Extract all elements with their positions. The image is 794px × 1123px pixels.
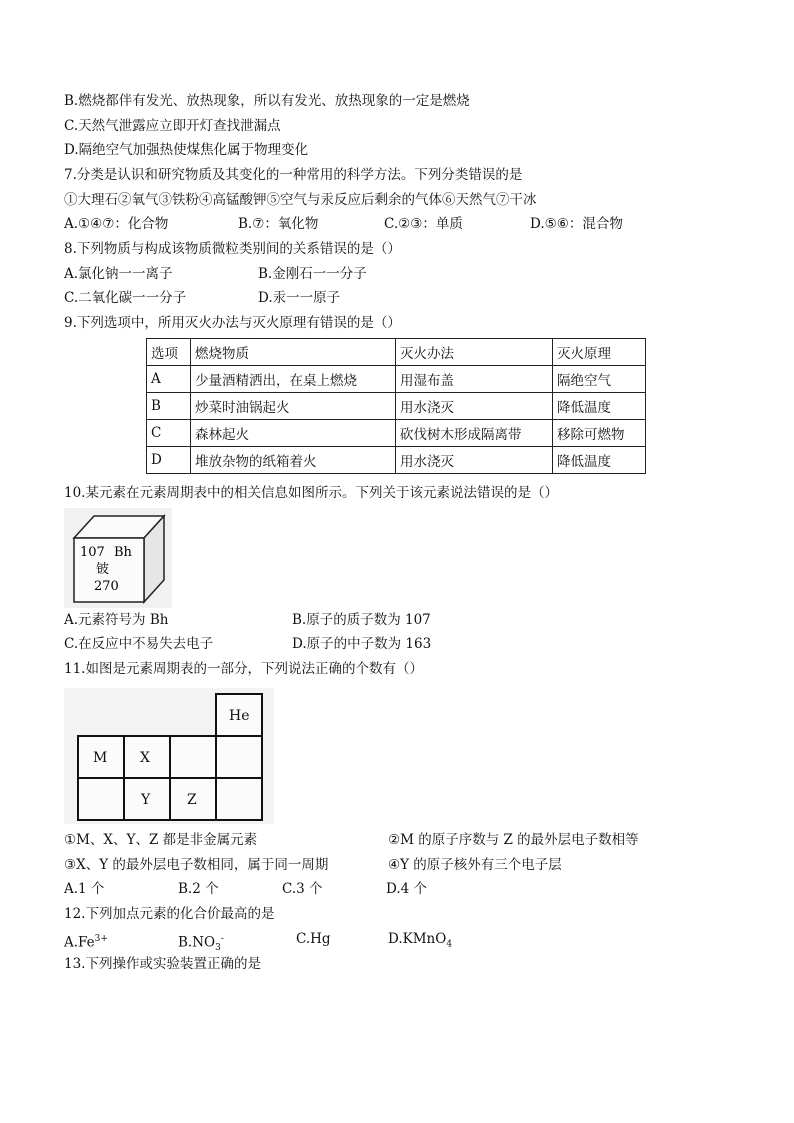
option-line-b: B.燃烧都伴有发光、放热现象，所以有发光、放热现象的一定是燃烧 <box>64 93 470 109</box>
q12-option-b-text: B.NO <box>178 934 216 951</box>
q12-option-a-charge: 3+ <box>94 934 108 944</box>
q7-option-d: D.⑤⑥：混合物 <box>530 216 623 232</box>
element-symbol: Bh <box>114 545 132 560</box>
q12-option-b-charge: - <box>220 934 224 944</box>
table-cell: 移除可燃物 <box>553 420 646 447</box>
table-cell: 隔绝空气 <box>553 366 646 393</box>
q7-option-a: A.①④⑦：化合物 <box>64 216 169 232</box>
q10-option-b: B.原子的质子数为 107 <box>292 612 431 628</box>
table-row <box>147 447 646 474</box>
q12-option-b-subscript: 3 <box>215 943 221 954</box>
table-cell: 炒菜时油锅起火 <box>191 393 396 420</box>
table-cell: 砍伐树木形成隔离带 <box>396 420 553 447</box>
cell-empty <box>170 736 216 778</box>
table-cell: 降低温度 <box>553 447 646 474</box>
label-y: Y <box>141 792 151 808</box>
question-8: 8.下列物质与构成该物质微粒类别间的关系错误的是（） <box>64 241 401 257</box>
question-11: 11.如图是元素周期表的一部分，下列说法正确的个数有（） <box>64 661 423 677</box>
label-m: M <box>93 750 108 766</box>
q12-option-d-text: D.KMnO <box>388 931 447 947</box>
table-cell: 用湿布盖 <box>396 366 553 393</box>
q8-option-a: A.氯化钠一一离子 <box>64 266 173 282</box>
label-x: X <box>140 750 150 766</box>
q11-statement-1: ①M、X、Y、Z 都是非金属元素 <box>64 832 258 848</box>
q8-option-d: D.汞一一原子 <box>258 290 341 306</box>
table-header-cell: 灭火办法 <box>396 339 553 366</box>
element-card-figure <box>64 508 172 608</box>
question-13: 13.下列操作或实验装置正确的是 <box>64 956 261 972</box>
question-7: 7.分类是认识和研究物质及其变化的一种常用的科学方法。下列分类错误的是 <box>64 167 523 183</box>
q11-statement-2: ②M 的原子序数与 Z 的最外层电子数相等 <box>388 832 639 848</box>
fire-table <box>146 338 646 474</box>
q12-option-a-text: A.Fe <box>64 934 95 951</box>
table-cell: 用水浇灭 <box>396 393 553 420</box>
table-cell: 用水浇灭 <box>396 447 553 474</box>
option-line-d: D.隔绝空气加强热使煤焦化属于物理变化 <box>64 142 309 158</box>
table-cell: B <box>147 393 191 420</box>
q12-option-a <box>64 929 108 953</box>
q11-option-b: B.2 个 <box>178 881 219 897</box>
cell-empty <box>216 736 262 778</box>
table-row <box>147 420 646 447</box>
q12-option-d <box>388 929 452 955</box>
q11-statement-4: ④Y 的原子核外有三个电子层 <box>388 857 562 873</box>
q12-option-d-subscript: 4 <box>446 939 453 950</box>
table-row <box>147 366 646 393</box>
label-z: Z <box>187 792 197 808</box>
q8-option-b: B.金刚石一一分子 <box>258 266 367 282</box>
table-cell: 降低温度 <box>553 393 646 420</box>
table-row <box>147 393 646 420</box>
table-cell: 少量酒精洒出，在桌上燃烧 <box>191 366 396 393</box>
table-header-row <box>147 339 646 366</box>
q11-option-a: A.1 个 <box>64 881 105 897</box>
q7-option-c: C.②③：单质 <box>384 216 463 232</box>
q10-option-d: D.原子的中子数为 163 <box>292 636 432 652</box>
table-cell: 堆放杂物的纸箱着火 <box>191 447 396 474</box>
table-header-cell: 灭火原理 <box>553 339 646 366</box>
question-10: 10.某元素在元素周期表中的相关信息如图所示。下列关于该元素说法错误的是（） <box>64 485 558 501</box>
question-9: 9.下列选项中，所用灭火办法与灭火原理有错误的是（） <box>64 315 401 331</box>
cell-empty <box>78 778 124 820</box>
table-cell: 森林起火 <box>191 420 396 447</box>
table-header-cell: 燃烧物质 <box>191 339 396 366</box>
q10-option-a: A.元素符号为 Bh <box>64 612 169 628</box>
q8-option-c: C.二氧化碳一一分子 <box>64 290 187 306</box>
question-7-items: ①大理石②氧气③铁粉④高锰酸钾⑤空气与汞反应后剩余的气体⑥天然气⑦干冰 <box>64 192 537 208</box>
element-name: 铍 <box>96 562 110 577</box>
table-cell: A <box>147 366 191 393</box>
q11-option-d: D.4 个 <box>386 881 428 897</box>
table-cell: D <box>147 447 191 474</box>
label-he: He <box>229 708 250 724</box>
table-cell: C <box>147 420 191 447</box>
q10-option-c: C.在反应中不易失去电子 <box>64 636 214 652</box>
question-12: 12.下列加点元素的化合价最高的是 <box>64 906 275 922</box>
q7-option-b: B.⑦：氧化物 <box>238 216 319 232</box>
option-line-c: C.天然气泄露应立即开灯查找泄漏点 <box>64 118 281 134</box>
table-header-cell: 选项 <box>147 339 191 366</box>
q11-statement-3: ③X、Y 的最外层电子数相同，属于同一周期 <box>64 857 329 873</box>
element-mass: 270 <box>94 579 119 594</box>
cell-empty <box>216 778 262 820</box>
element-number: 107 <box>80 545 105 560</box>
q12-option-c: C.Hg <box>296 931 331 947</box>
periodic-table-figure <box>64 688 274 824</box>
q11-option-c: C.3 个 <box>282 881 323 897</box>
